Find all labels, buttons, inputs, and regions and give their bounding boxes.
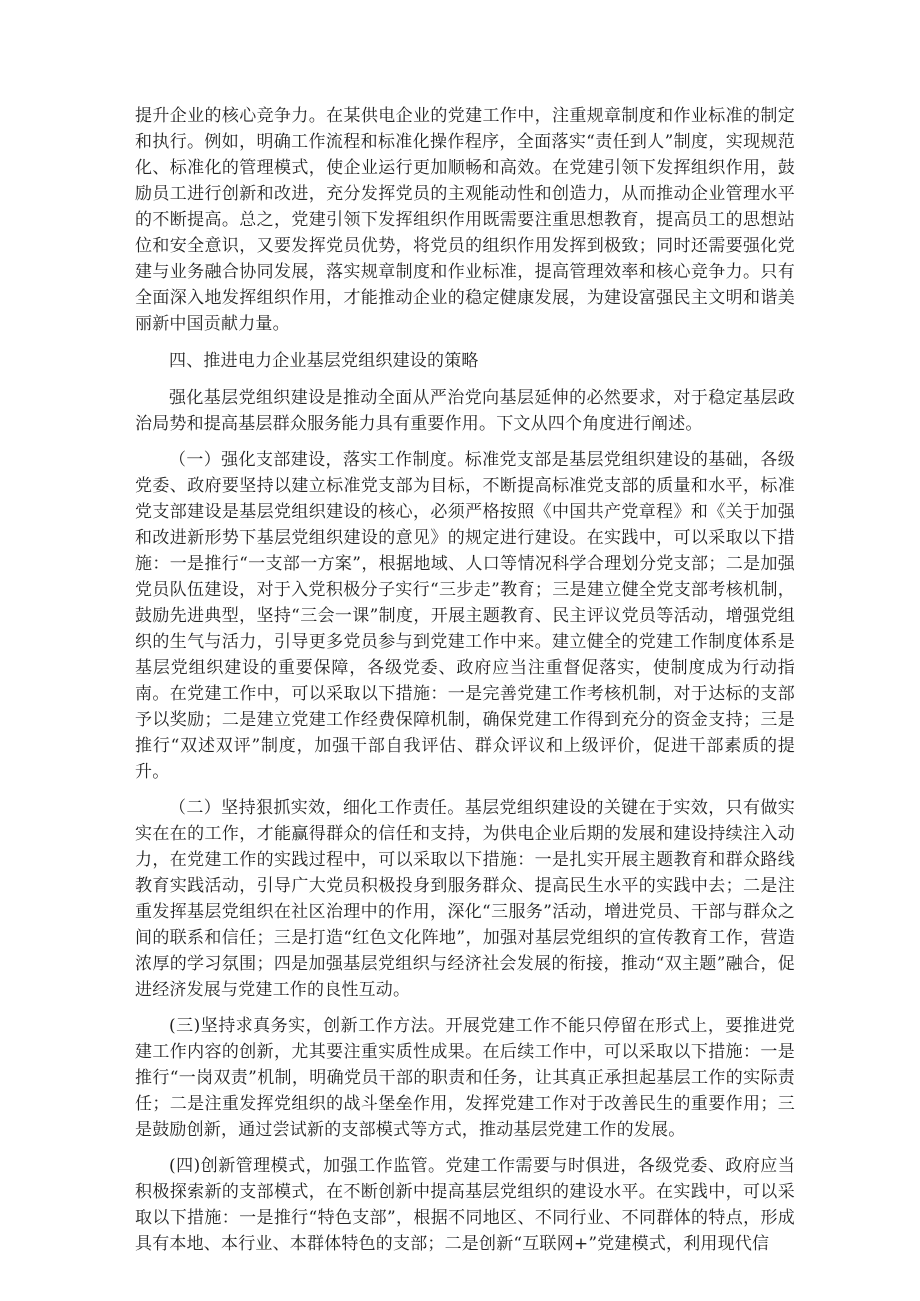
subsection-paragraph-2: （二）坚持狠抓实效，细化工作责任。基层党组织建设的关键在于实效，只有做实实在在的工作，才能赢得群众的信任和支持，为供电企业后期的发展和建设持续注入动力，在党建工作的实践过程中，可以采取以下措施：一是扎实开展主题教育和群众路线教育实践活动，引导广大党员积极投身到服务群众、提高民生水平的实践中去；二是注重发挥基层党组织在社区治理中的作用，深化“三服务”活动，增进党员、干部与群众之间的联系和信任；三是打造“红色文化阵地”，加强对基层党组织的宣传教育工作，营造浓厚的学习氛围；四是加强基层党组织与经济社会发展的衔接，推动“双主题”融合，促进经济发展与党建工作的良性互动。 <box>135 798 795 1000</box>
paragraph-continuation: 提升企业的核心竞争力。在某供电企业的党建工作中，注重规章制度和作业标准的制定和执行。例如，明确工作流程和标准化操作程序，全面落实“责任到人”制度，实现规范化、标准化的管理模式，使企业运行更加顺畅和高效。在党建引领下发挥组织作用，鼓励员工进行创新和改进，充分发挥党员的主观能动性和创造力，从而推动企业管理水平的不断提高。总之，党建引领下发挥组织作用既需要注重思想教育，提高员工的思想站位和安全意识，又要发挥党员优势，将党员的组织作用发挥到极致；同时还需要强化党建与业务融合协同发展，落实规章制度和作业标准，提高管理效率和核心竞争力。只有全面深入地发挥组织作用，才能推动企业的稳定健康发展，为建设富强民主文明和谐美丽新中国贡献力量。 <box>135 106 795 334</box>
subsection-paragraph-4: (四)创新管理模式，加强工作监管。党建工作需要与时俱进，各级党委、政府应当积极探索新的支部模式，在不断创新中提高基层党组织的建设水平。在实践中，可以采取以下措施：一是推行“特色支部”，根据不同地区、不同行业、不同群体的特点，形成具有本地、本行业、本群体特色的支部；二是创新“互联网+”党建模式，利用现代信 <box>135 1156 795 1254</box>
section-intro-paragraph: 强化基层党组织建设是推动全面从严治党向基层延伸的必然要求，对于稳定基层政治局势和提高基层群众服务能力具有重要作用。下文从四个角度进行阐述。 <box>135 388 795 434</box>
subsection-paragraph-1: （一）强化支部建设，落实工作制度。标准党支部是基层党组织建设的基础，各级党委、政府要坚持以建立标准党支部为目标，不断提高标准党支部的质量和水平，标准党支部建设是基层党组织建设的核心，必须严格按照《中国共产党章程》和《关于加强和改进新形势下基层党组织建设的意见》的规定进行建设。在实践中，可以采取以下措施：一是推行“一支部一方案”，根据地域、人口等情况科学合理划分党支部；二是加强党员队伍建设，对于入党积极分子实行“三步走”教育；三是建立健全党支部考核机制，鼓励先进典型，坚持“三会一课”制度，开展主题教育、民主评议党员等活动，增强党组织的生气与活力，引导更多党员参与到党建工作中来。建立健全的党建工作制度体系是基层党组织建设的重要保障，各级党委、政府应当注重督促落实，使制度成为行动指南。在党建工作中，可以采取以下措施：一是完善党建工作考核机制，对于达标的支部予以奖励；二是建立党建工作经费保障机制，确保党建工作得到充分的资金支持；三是推行“双述双评”制度，加强干部自我评估、群众评议和上级评价，促进干部素质的提升。 <box>135 450 795 782</box>
section-heading: 四、推进电力企业基层党组织建设的策略 <box>169 351 479 371</box>
document-body <box>135 103 795 1257</box>
subsection-paragraph-3: (三)坚持求真务实，创新工作方法。开展党建工作不能只停留在形式上，要推进党建工作内容的创新，尤其要注重实质性成果。在后续工作中，可以采取以下措施：一是推行“一岗双责”机制，明确党员干部的职责和任务，让其真正承担起基层工作的实际责任；二是注重发挥党组织的战斗堡垒作用，发挥党建工作对于改善民生的重要作用；三是鼓励创新，通过尝试新的支部模式等方式，推动基层党建工作的发展。 <box>135 1016 795 1140</box>
